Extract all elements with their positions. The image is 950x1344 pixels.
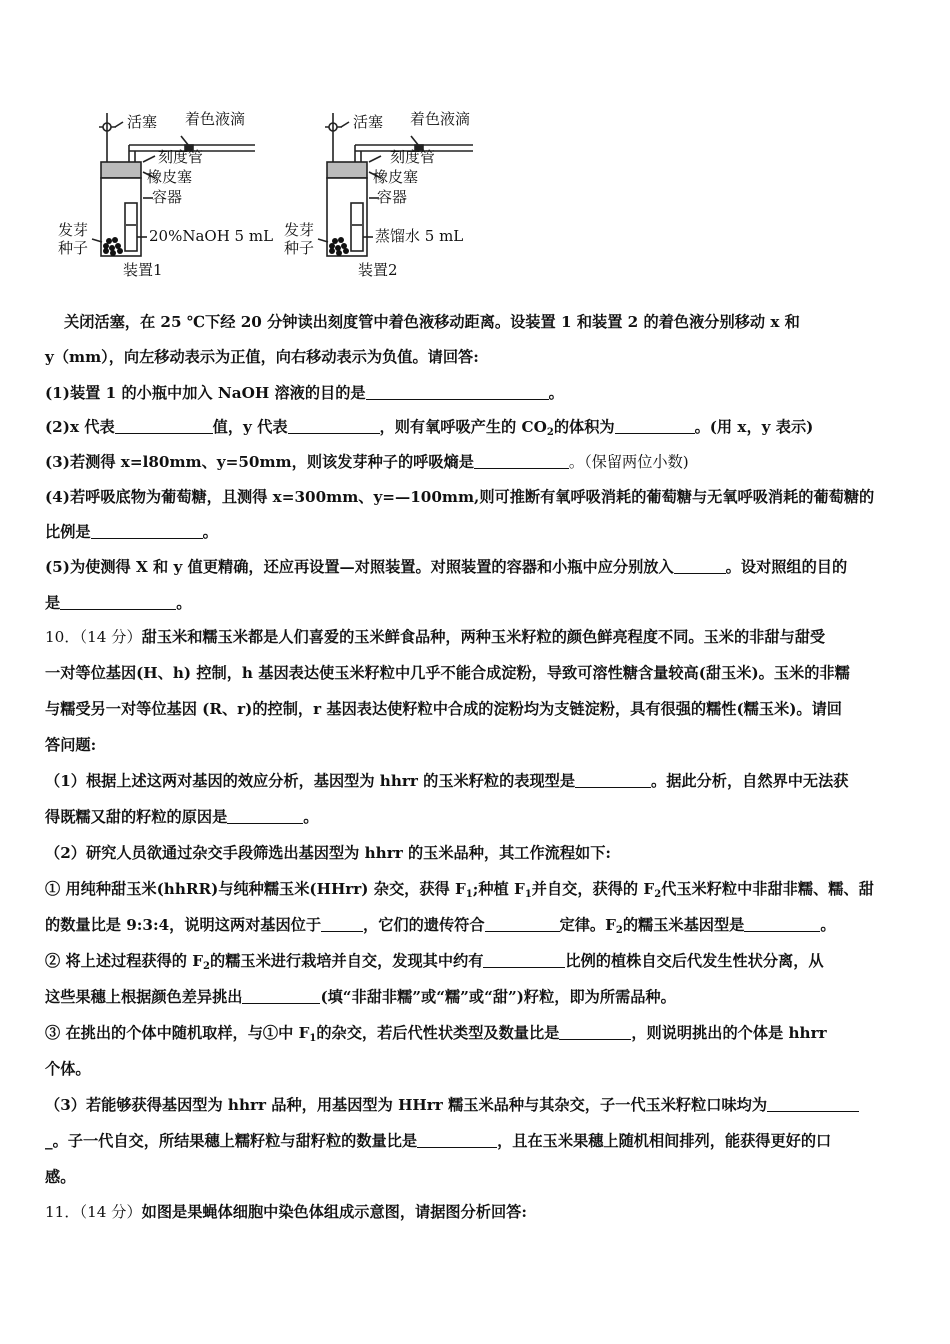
q10-s1-text-c: 得既糯又甜的籽粒的原因是 xyxy=(45,808,228,826)
q9-part5-end: 。 xyxy=(176,594,192,612)
d2-stopper-label: 橡皮塞 xyxy=(373,168,419,186)
q9-part4-line2 xyxy=(45,523,910,542)
q11-line xyxy=(45,1203,910,1222)
q10-s2-1-text-e: 的数量比是 9:3:4，说明这两对基因位于 xyxy=(45,916,322,934)
q9-part4-line1: (4)若呼吸底物为葡萄糖，且测得 x=300mm、y=—100mm,则可推断有氧呼吸消耗的葡萄糖与无氧呼吸消耗的葡萄糖的 xyxy=(45,488,875,506)
q10-s2-1-sub-4: 2 xyxy=(615,925,623,936)
q9-part1-blank[interactable] xyxy=(366,385,549,400)
q10-s2-1-sub-1: 1 xyxy=(465,889,473,900)
q9-part3-blank[interactable] xyxy=(474,454,569,469)
q9-part1 xyxy=(45,384,910,403)
q10-s2-3-line1 xyxy=(45,1024,910,1046)
q11-number: 11．（14 分） xyxy=(45,1203,142,1221)
q10-s2-1-text-a: ① 用纯种甜玉米(hhRR)与纯种糯玉米(HHrr) 杂交，获得 F xyxy=(45,880,466,898)
q9-part5-text-c: 是 xyxy=(45,594,61,612)
q10-s2-3-blank[interactable] xyxy=(559,1025,631,1040)
q10-line1-text: 甜玉米和糯玉米都是人们喜爱的玉米鲜食品种，两种玉米籽粒的颜色鲜亮程度不同。玉米的非甜与甜受 xyxy=(141,628,826,646)
q10-s2-3-line2: 个体。 xyxy=(45,1060,91,1078)
q9-part3-end: 。（保留两位小数) xyxy=(568,453,689,471)
q10-s2-1-text-g: 定律。F xyxy=(559,916,616,934)
q10-s2-2-text-e: (填“非甜非糯”或“糯”或“甜”)籽粒，即为所需品种。 xyxy=(320,988,676,1006)
q10-s2-3-sub: 1 xyxy=(309,1033,317,1044)
d2-scale-tube-label: 刻度管 xyxy=(390,148,436,166)
q10-s3-blank-a[interactable] xyxy=(767,1097,859,1112)
q10-s1-blank-b[interactable] xyxy=(227,809,303,824)
q10-s1-end: 。 xyxy=(303,808,319,826)
q9-part2-text-d: 的体积为 xyxy=(553,418,615,436)
d2-solution-label: 蒸馏水 5 mL xyxy=(375,227,464,245)
d2-caption: 装置2 xyxy=(358,261,398,279)
q10-s2-1-line2 xyxy=(45,916,910,938)
q10-s2-2-text-c: 比例的植株自交后代发生性状分离，从 xyxy=(565,952,824,970)
q9-part4-text: 比例是 xyxy=(45,523,91,541)
q9-part3 xyxy=(45,453,910,472)
q10-s1-line1 xyxy=(45,772,910,791)
q9-part5-line1 xyxy=(45,558,910,577)
q9-part2-blank-y[interactable] xyxy=(288,419,380,434)
q10-s2-1-blank-a[interactable] xyxy=(321,917,363,932)
q9-part2 xyxy=(45,418,910,440)
q10-s2-2-sub: 2 xyxy=(203,961,211,972)
q10-s2-1-sub-3: 2 xyxy=(654,889,662,900)
experiment-figure xyxy=(55,100,485,290)
q10-s2-3-text-a: ③ 在挑出的个体中随机取样，与①中 F xyxy=(45,1024,310,1042)
q9-intro-line2: y（mm），向左移动表示为正值，向右移动表示为负值。请回答: xyxy=(45,348,479,366)
q9-part5-text-a: (5)为使测得 X 和 y 值更精确，还应再设置—对照装置。对照装置的容器和小瓶中应分别放入 xyxy=(45,558,674,576)
q9-part5-blank-a[interactable] xyxy=(674,559,726,574)
q10-line4: 答问题: xyxy=(45,736,97,754)
d2-seeds-label-2: 种子 xyxy=(284,239,315,257)
q9-part2-blank-x[interactable] xyxy=(115,419,213,434)
q10-s2-2-blank-b[interactable] xyxy=(242,989,320,1004)
q9-part1-end: 。 xyxy=(548,384,564,402)
q10-line3: 与糯受另一对等位基因 (R、r)的控制，r 基因表达使籽粒中合成的淀粉均为支链淀粉，具有很强的糯性(糯玉米)。请回 xyxy=(45,700,842,718)
q9-part2-text-a: (2)x 代表 xyxy=(45,418,115,436)
q10-s2-1-sub-2: 1 xyxy=(524,889,532,900)
q10-s2-1-text-h: 的糯玉米基因型是 xyxy=(622,916,745,934)
d2-droplet-label: 着色液滴 xyxy=(410,110,471,128)
q9-part2-blank-co2[interactable] xyxy=(615,419,695,434)
d2-container-label: 容器 xyxy=(377,188,408,206)
q10-s1-line2 xyxy=(45,808,910,827)
q9-part5-line2 xyxy=(45,594,910,613)
q10-line2: 一对等位基因(H、h) 控制，h 基因表达使玉米籽粒中几乎不能合成淀粉，导致可溶性糖含量较高(甜玉米)。玉米的非糯 xyxy=(45,664,850,682)
q10-s3-text-c: ，且在玉米果穗上随机相间排列，能获得更好的口 xyxy=(497,1132,832,1150)
q10-s3-text-a: （3）若能够获得基因型为 hhrr 品种，用基因型为 HHrr 糯玉米品种与其杂交，子一代玉米籽粒口味均为 xyxy=(45,1096,768,1114)
q9-intro-line1: 关闭活塞，在 25 ℃下经 20 分钟读出刻度管中着色液移动距离。设装置 1 和装置 2 的着色液分别移动 x 和 xyxy=(64,313,800,331)
q10-s2-2-blank-a[interactable] xyxy=(483,953,565,968)
q10-s2-1-text-b: ;种植 F xyxy=(472,880,525,898)
q10-s2-2-text-b: 的糯玉米进行栽培并自交，发现其中约有 xyxy=(210,952,484,970)
d1-caption: 装置1 xyxy=(123,261,163,279)
q10-s2-3-text-c: ，则说明挑出的个体是 hhrr xyxy=(631,1024,827,1042)
q10-s2-1-blank-c[interactable] xyxy=(744,917,820,932)
q9-part2-text-e: 。(用 x，y 表示) xyxy=(694,418,814,436)
q10-line1 xyxy=(45,628,910,647)
q10-s1-text-b: 。据此分析，自然界中无法获 xyxy=(651,772,849,790)
q10-s3-line3: 感。 xyxy=(45,1168,76,1186)
q10-s2-3-text-b: 的杂交，若后代性状类型及数量比是 xyxy=(316,1024,560,1042)
q11-text: 如图是果蝇体细胞中染色体组成示意图，请据图分析回答: xyxy=(141,1203,527,1221)
q10-s2-1-blank-b[interactable] xyxy=(485,917,560,932)
d1-solution-label: 20%NaOH 5 mL xyxy=(149,227,274,245)
q10-s1-text-a: （1）根据上述这两对基因的效应分析，基因型为 hhrr 的玉米籽粒的表现型是 xyxy=(45,772,576,790)
d2-stopcock-label: 活塞 xyxy=(353,113,384,131)
q9-part2-text-b: 值，y 代表 xyxy=(212,418,288,436)
d1-droplet-label: 着色液滴 xyxy=(185,110,246,128)
q10-s3-line1 xyxy=(45,1096,910,1115)
q10-s2-intro: （2）研究人员欲通过杂交手段筛选出基因型为 hhrr 的玉米品种，其工作流程如下: xyxy=(45,844,612,862)
q10-s2-1-end: 。 xyxy=(820,916,836,934)
q9-part5-text-b: 。设对照组的目的 xyxy=(725,558,848,576)
d2-seeds-label-1: 发芽 xyxy=(284,221,315,239)
q9-part2-subscript: 2 xyxy=(546,427,554,438)
q9-part2-text-c: ，则有氧呼吸产生的 CO xyxy=(379,418,547,436)
q10-s1-blank-a[interactable] xyxy=(575,773,651,788)
q10-s2-1-text-c: 并自交，获得的 F xyxy=(531,880,655,898)
q9-part5-blank-b[interactable] xyxy=(60,595,176,610)
apparatus-drawing xyxy=(55,100,485,290)
q10-s2-1-text-d: 代玉米籽粒中非甜非糯、糯、甜 xyxy=(661,880,874,898)
q10-s2-2-text-d: 这些果穗上根据颜色差异挑出 xyxy=(45,988,243,1006)
q9-part1-text: (1)装置 1 的小瓶中加入 NaOH 溶液的目的是 xyxy=(45,384,366,402)
q10-s3-line2 xyxy=(45,1132,910,1151)
q10-s2-2-line1 xyxy=(45,952,910,974)
q9-part4-end: 。 xyxy=(202,523,218,541)
q10-s2-2-text-a: ② 将上述过程获得的 F xyxy=(45,952,204,970)
d1-seeds-label-1: 发芽 xyxy=(58,221,89,239)
d1-container-label: 容器 xyxy=(152,188,183,206)
d1-stopcock-label: 活塞 xyxy=(127,113,158,131)
q9-part4-blank[interactable] xyxy=(91,524,203,539)
q10-s2-1-text-f: ，它们的遗传符合 xyxy=(363,916,485,934)
d1-stopper-label: 橡皮塞 xyxy=(147,168,193,186)
q10-s3-text-b: _。子一代自交，所结果穗上糯籽粒与甜籽粒的数量比是 xyxy=(45,1132,418,1150)
q10-number: 10．（14 分） xyxy=(45,628,142,646)
d1-scale-tube-label: 刻度管 xyxy=(158,148,204,166)
q10-s3-blank-b[interactable] xyxy=(417,1133,497,1148)
q10-s2-1-line1 xyxy=(45,880,910,902)
q9-part3-text: (3)若测得 x=l80mm、y=50mm，则该发芽种子的呼吸熵是 xyxy=(45,453,474,471)
q10-s2-2-line2 xyxy=(45,988,910,1007)
d1-seeds-label-2: 种子 xyxy=(58,239,89,257)
